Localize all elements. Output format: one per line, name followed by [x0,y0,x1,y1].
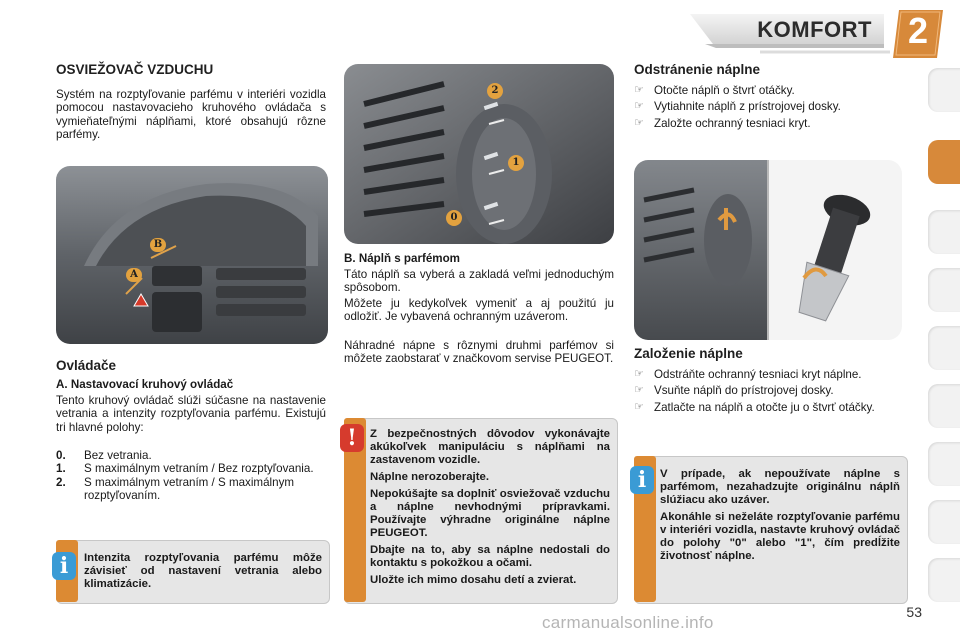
list-item: 2. S maximálnym vetraním / S maximálnym rozptyľovaním. [56,475,295,503]
section-heading-controls: Ovládače [56,358,117,373]
cartridge-paragraph-2: Môžete ju kedykoľvek vymeniť a aj použitú ju odložiť. Je vybavená ochranným uzáverom. [344,297,614,324]
list-item: ☞ Založte ochranný tesniaci kryt. [634,116,811,130]
vent-dial-photo [344,64,614,244]
photo-label-b: B [150,238,166,252]
section-heading-insert: Založenie náplne [634,346,743,361]
list-item: 1. S maximálnym vetraním / Bez rozptyľovania. [56,462,314,476]
side-tab-9[interactable] [928,558,960,602]
controls-subheading: A. Nastavovací kruhový ovládač [56,378,234,391]
intro-text: Systém na rozptyľovanie parfému v interiéri vozidla pomocou nastavovacieho kruhového ovládača s vymieňateľnými náplňami, ktoré obsahujú rôzne parfémy. [56,88,326,142]
side-tab-8[interactable] [928,500,960,544]
side-tab-2-active[interactable] [928,140,960,184]
side-tab-1[interactable] [928,68,960,112]
page-title: KOMFORT [757,17,872,42]
controls-text: Tento kruhový ovládač slúži súčasne na nastavenie vetrania a intenzity rozptyľovania parfému. Existujú tri hlavné polohy: [56,394,326,434]
dial-label-2: 2 [487,83,503,99]
list-item: ☞ Odstráňte ochranný tesniaci kryt náplne. [634,368,862,381]
positions-list [56,449,326,503]
cartridge-paragraph-3: Náhradné nápne s rôznymi druhmi parfémov si môžete zaobstarať v značkovom servise PEUGEOT. [344,339,614,366]
side-tab-4[interactable] [928,268,960,312]
side-tab-6[interactable] [928,384,960,428]
list-item: 0. Bez vetrania. [56,449,152,462]
dial-label-0: 0 [446,210,462,226]
warning-box-text: Z bezpečnostných dôvodov vykonávajte akúkoľvek manipuláciu s náplňami na zastavenom vozidle. Náplne nerozoberajte. Nepokúšajte sa doplniť osviežovač vzduchu a náplne nevhodnými prípravkami. Používajte výhradne originálne náplne PEUGEOT. Dbajte na to, aby sa náplne nedostali do kontaktu s pokožkou a očami. Uložte ich mimo dosahu detí a zvierat. [370,428,610,586]
section-heading-remove: Odstránenie náplne [634,62,761,77]
chapter-number: 2 [907,10,929,51]
photo-label-a: A [126,268,142,282]
dial-label-1: 1 [508,155,524,171]
list-item: ☞ Vytiahnite náplň z prístrojovej dosky. [634,100,841,114]
info-box-intensity-text: Intenzita rozptyľovania parfému môže závisieť od nastavení vetrania alebo klimatizácie. [84,552,322,590]
side-tab-5[interactable] [928,326,960,370]
info-icon: i [52,552,76,580]
info-icon: i [630,466,654,494]
info-box-original-cartridge-text: V prípade, ak nepoužívate náplne s parfémom, nezahadzujte originálnu náplň slúžiacu ako uzáver. Akonáhle si neželáte rozptyľovanie parfému v interiéri vozidla, nastavte kruhový ovládač do polohy "0" alebo "1", čím predĺžite životnosť náplne. [660,468,900,562]
list-item: ☞ Otočte náplň o štvrť otáčky. [634,84,795,97]
cartridge-photo [634,160,902,340]
side-tab-3[interactable] [928,210,960,254]
insert-steps-list [634,368,908,414]
remove-steps-list [634,84,908,130]
side-tab-7[interactable] [928,442,960,486]
dashboard-photo [56,166,328,344]
cartridge-subheading: B. Náplň s parfémom [344,252,460,265]
list-item: ☞ Zatlačte na náplň a otočte ju o štvrť otáčky. [634,400,875,414]
watermark: carmanualsonline.info [542,613,714,632]
cartridge-paragraph-1: Táto náplň sa vyberá a zakladá veľmi jednoduchým spôsobom. [344,268,614,295]
section-heading-air-freshener: OSVIEŽOVAČ VZDUCHU [56,62,214,77]
list-item: ☞ Vsuňte náplň do prístrojovej dosky. [634,384,834,398]
warning-icon: ! [340,424,364,452]
page-number: 53 [906,604,922,620]
